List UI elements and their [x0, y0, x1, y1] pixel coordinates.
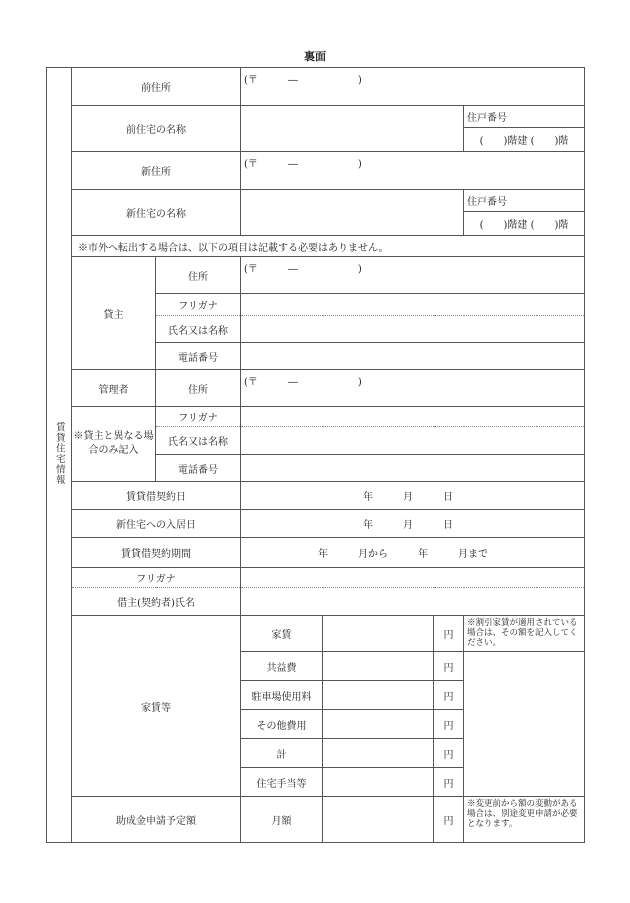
side-label-cell [47, 68, 72, 843]
parking-fee-field[interactable] [323, 681, 434, 710]
monthly-label: 月額 [241, 797, 323, 843]
new-house-name-label: 新住宅の名称 [72, 190, 241, 236]
landlord-address-field[interactable]: (〒 ― ) [241, 257, 585, 294]
previous-house-name-field[interactable] [241, 106, 464, 152]
common-fee-field[interactable] [323, 652, 434, 681]
landlord-phone-field[interactable] [241, 343, 585, 370]
previous-house-name-label: 前住宅の名称 [72, 106, 241, 152]
manager-phone-field[interactable] [241, 455, 585, 482]
change-note: ※変更前から額の変動がある場合は、別途変更申請が必要となります。 [464, 797, 585, 843]
movein-date-field[interactable]: 年 月 日 [241, 510, 585, 538]
contract-date-field[interactable]: 年 月 日 [241, 482, 585, 510]
landlord-phone-label: 電話番号 [156, 343, 241, 370]
yen-unit: 円 [434, 768, 464, 797]
contract-period-field[interactable]: 年 月から 年 月まで [241, 538, 585, 568]
rent-amount-field[interactable] [323, 616, 434, 652]
rent-item-label: 家賃 [241, 616, 323, 652]
yen-unit: 円 [434, 739, 464, 768]
manager-furigana-field[interactable] [241, 407, 585, 427]
yen-unit: 円 [434, 616, 464, 652]
new-address-label: 新住所 [72, 152, 241, 190]
tenant-furigana-field[interactable] [241, 568, 585, 588]
tenant-furigana-label: フリガナ [72, 568, 241, 588]
manager-group-label: 管理者 [72, 370, 156, 407]
previous-address-label: 前住所 [72, 68, 241, 106]
movein-date-label: 新住宅への入居日 [72, 510, 241, 538]
tenant-name-label: 借主(契約者)氏名 [72, 588, 241, 616]
yen-unit: 円 [434, 710, 464, 739]
rental-housing-form [46, 67, 585, 843]
rent-item-label: その他費用 [241, 710, 323, 739]
rent-item-label: 住宅手当等 [241, 768, 323, 797]
rent-group-label: 家賃等 [72, 616, 241, 797]
landlord-name-label: 氏名又は名称 [156, 316, 241, 343]
rent-item-label: 計 [241, 739, 323, 768]
out-of-city-note: ※市外へ転出する場合は、以下の項目は記載する必要はありません。 [72, 236, 585, 257]
subsidy-label: 助成金申請予定額 [72, 797, 241, 843]
new-address-field[interactable]: (〒 ― ) [241, 152, 585, 190]
manager-group-note: ※貸主と異なる場合のみ記入 [72, 407, 156, 482]
manager-phone-label: 電話番号 [156, 455, 241, 482]
page-title: 裏面 [304, 50, 326, 63]
contract-period-label: 賃貸借契約期間 [72, 538, 241, 568]
previous-address-field[interactable]: (〒 ― ) [241, 68, 585, 106]
new-unit-no-label: 住戸番号 [464, 190, 585, 212]
contract-date-label: 賃貸借契約日 [72, 482, 241, 510]
other-fee-field[interactable] [323, 710, 434, 739]
previous-floor-field[interactable]: ( )階建 ( )階 [464, 128, 585, 152]
manager-address-field[interactable]: (〒 ― ) [241, 370, 585, 407]
new-floor-field[interactable]: ( )階建 ( )階 [464, 212, 585, 236]
tenant-name-field[interactable] [241, 588, 585, 616]
rent-item-label: 駐車場使用料 [241, 681, 323, 710]
manager-name-field[interactable] [241, 427, 585, 455]
landlord-furigana-label: フリガナ [156, 294, 241, 316]
manager-name-label: 氏名又は名称 [156, 427, 241, 455]
yen-unit: 円 [434, 681, 464, 710]
landlord-name-field[interactable] [241, 316, 585, 343]
landlord-group-label: 貸主 [72, 257, 156, 370]
landlord-furigana-field[interactable] [241, 294, 585, 316]
yen-unit: 円 [434, 797, 464, 843]
yen-unit: 円 [434, 652, 464, 681]
manager-address-label: 住所 [156, 370, 241, 407]
rent-item-label: 共益費 [241, 652, 323, 681]
housing-allowance-field[interactable] [323, 768, 434, 797]
landlord-address-label: 住所 [156, 257, 241, 294]
side-label: 賃貸住宅情報 [53, 422, 65, 485]
rent-note-blank [464, 652, 585, 797]
discount-note: ※割引家賃が適用されている場合は、その額を記入してください。 [464, 616, 585, 652]
new-house-name-field[interactable] [241, 190, 464, 236]
previous-unit-no-label: 住戸番号 [464, 106, 585, 128]
total-field[interactable] [323, 739, 434, 768]
subsidy-amount-field[interactable] [323, 797, 434, 843]
manager-furigana-label: フリガナ [156, 407, 241, 427]
